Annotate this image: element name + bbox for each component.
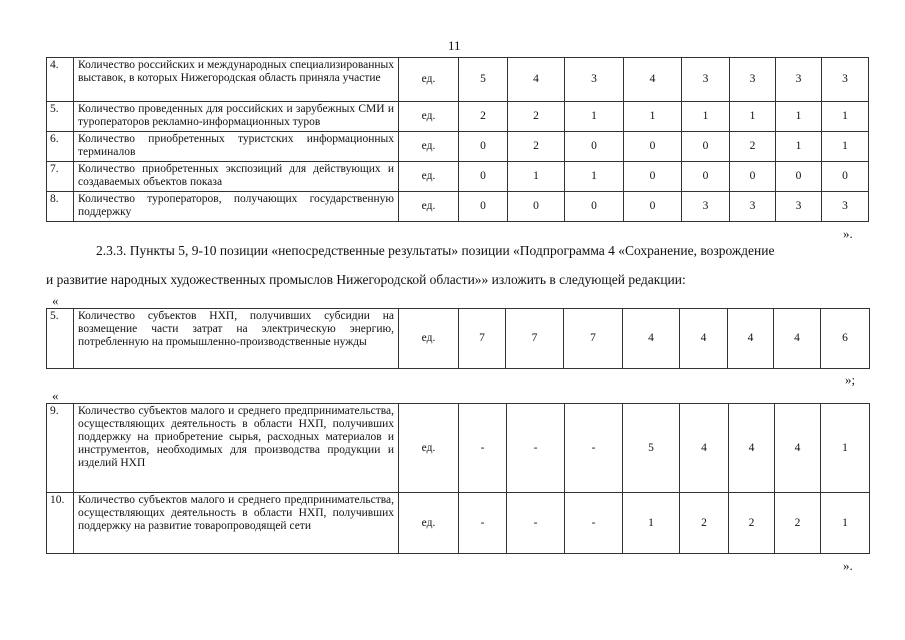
value-cell: 0 [459,132,508,162]
value-cell: 3 [822,192,869,222]
value-cell: 5 [459,58,508,102]
opening-quote: « [52,388,59,403]
row-number: 10. [47,493,74,554]
value-cell: 3 [776,192,822,222]
value-cell: - [507,404,565,493]
opening-quote: « [52,293,59,308]
closing-quote: ». [843,558,853,573]
value-cell: 2 [775,493,821,554]
row-number: 5. [47,102,74,132]
value-cell: 1 [821,493,870,554]
value-cell: 0 [822,162,869,192]
row-unit: ед. [399,58,459,102]
value-cell: 0 [776,162,822,192]
value-cell: 1 [623,493,680,554]
table-row [47,58,869,102]
value-cell: 2 [459,102,508,132]
table-row [47,192,869,222]
value-cell: 4 [775,404,821,493]
value-cell: 0 [459,162,508,192]
paragraph-line: 2.3.3. Пункты 5, 9-10 позиции «непосредственные результаты» позиции «Подпрограмма 4 «Сохранение, возрождение [96,243,775,258]
value-cell: 1 [565,162,624,192]
row-description: Количество приобретенных туристских информационных терминалов [74,132,399,162]
table-row [47,309,870,369]
row-description: Количество приобретенных экспозиций для действующих и создаваемых объектов показа [74,162,399,192]
value-cell: 3 [776,58,822,102]
value-cell: 1 [821,404,870,493]
row-unit: ед. [399,192,459,222]
value-cell: 4 [624,58,682,102]
closing-quote: ». [843,226,853,241]
value-cell: - [507,493,565,554]
value-cell: 0 [624,192,682,222]
closing-quote: »; [845,372,856,387]
row-description: Количество проведенных для российских и зарубежных СМИ и туроператоров рекламно-информационных туров [74,102,399,132]
value-cell: 1 [624,102,682,132]
value-cell: 4 [508,58,565,102]
value-cell: 0 [565,132,624,162]
row-number: 5. [47,309,74,369]
value-cell: 1 [730,102,776,132]
value-cell: 1 [776,102,822,132]
table-row [47,132,869,162]
indicators-table-nhp-energy [46,308,870,369]
value-cell: 1 [822,132,869,162]
row-number: 9. [47,404,74,493]
row-description: Количество субъектов малого и среднего предпринимательства, осуществляющих деятельность в области НХП, получивших поддержку на развитие товаропроводящей сети [74,493,399,554]
value-cell: 4 [680,404,729,493]
row-unit: ед. [399,162,459,192]
value-cell: 1 [822,102,869,132]
value-cell: 0 [459,192,508,222]
value-cell: 1 [682,102,730,132]
row-number: 7. [47,162,74,192]
table-row [47,493,870,554]
table-row [47,404,870,493]
value-cell: 2 [680,493,729,554]
table-row [47,162,869,192]
value-cell: 0 [508,192,565,222]
row-unit: ед. [399,102,459,132]
value-cell: 3 [730,58,776,102]
row-unit: ед. [399,404,459,493]
value-cell: 3 [565,58,624,102]
value-cell: - [565,493,623,554]
value-cell: 3 [730,192,776,222]
value-cell: 3 [682,192,730,222]
row-unit: ед. [399,309,459,369]
value-cell: 2 [508,102,565,132]
value-cell: 0 [624,162,682,192]
value-cell: 3 [822,58,869,102]
value-cell: 6 [821,309,870,369]
value-cell: 7 [506,309,564,369]
value-cell: 7 [459,309,506,369]
row-description: Количество субъектов малого и среднего предпринимательства, осуществляющих деятельность в области НХП, получивших поддержку на приобретение сырья, расходных материалов и инструментов, необходимых для производства продукции и изделий НХП [74,404,399,493]
value-cell: 4 [729,404,775,493]
value-cell: 4 [774,309,821,369]
row-number: 4. [47,58,74,102]
row-description: Количество субъектов НХП, получивших субсидии на возмещение части затрат на электрическую энергию, потребленную на промышленно-производственные нужды [74,309,399,369]
value-cell: 0 [682,162,730,192]
row-unit: ед. [399,132,459,162]
value-cell: 3 [682,58,730,102]
amendment-paragraph [46,242,866,289]
row-number: 8. [47,192,74,222]
value-cell: - [459,493,507,554]
value-cell: 2 [508,132,565,162]
value-cell: - [459,404,507,493]
value-cell: 1 [565,102,624,132]
value-cell: 0 [624,132,682,162]
value-cell: - [565,404,623,493]
table-row [47,102,869,132]
value-cell: 4 [623,309,680,369]
row-description: Количество российских и международных специализированных выставок, в которых Нижегородская область приняла участие [74,58,399,102]
indicators-table-tourism [46,57,869,222]
row-description: Количество туроператоров, получающих государственную поддержку [74,192,399,222]
row-number: 6. [47,132,74,162]
value-cell: 2 [729,493,775,554]
value-cell: 5 [623,404,680,493]
value-cell: 2 [730,132,776,162]
value-cell: 0 [730,162,776,192]
paragraph-line: и развитие народных художественных промыслов Нижегородской области»» изложить в следующей редакции: [46,272,686,287]
value-cell: 0 [565,192,624,222]
value-cell: 1 [776,132,822,162]
value-cell: 1 [508,162,565,192]
value-cell: 0 [682,132,730,162]
value-cell: 4 [728,309,774,369]
value-cell: 4 [680,309,728,369]
page-number: 11 [448,38,461,53]
indicators-table-nhp-support [46,403,870,554]
row-unit: ед. [399,493,459,554]
value-cell: 7 [564,309,623,369]
